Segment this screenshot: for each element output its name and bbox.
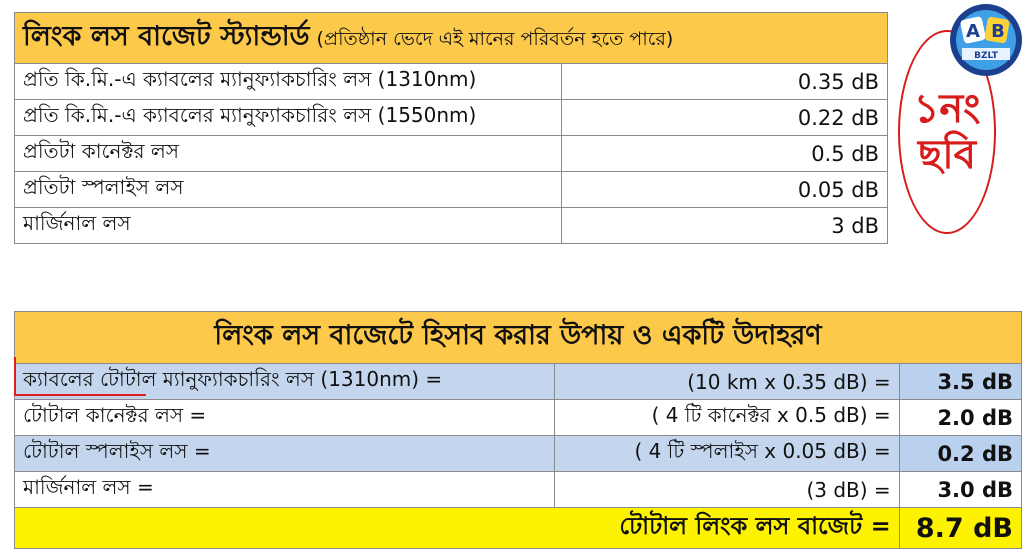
total-label: টোটাল লিংক লস বাজেট = (15, 508, 900, 549)
stamp-line-1: ১নং (913, 86, 981, 132)
total-value: 8.7 dB (899, 508, 1021, 549)
logo-letter-b: B (991, 21, 1005, 42)
standard-row (15, 208, 888, 244)
standard-row (15, 64, 888, 100)
standard-row-label: প্রতি কি.মি.-এ ক্যাবলের ম্যানুফ্যাকচারিং লস (1550nm) (15, 100, 562, 136)
example-row-calc: (3 dB) = (554, 472, 899, 508)
standard-row (15, 100, 888, 136)
standard-row-value: 0.35 dB (561, 64, 887, 100)
example-row-label: মার্জিনাল লস = (15, 472, 555, 508)
example-row (15, 436, 1022, 472)
standard-row (15, 172, 888, 208)
example-row (15, 400, 1022, 436)
total-row (15, 508, 1022, 549)
standard-row-label: প্রতি কি.মি.-এ ক্যাবলের ম্যানুফ্যাকচারিং লস (1310nm) (15, 64, 562, 100)
loss-standard-table (14, 12, 888, 244)
standard-title-main: লিংক লস বাজেট স্ট্যান্ডার্ড (23, 20, 310, 52)
standard-table-title (15, 13, 888, 64)
logo-subtext: BZLT (974, 51, 998, 61)
standard-row-value: 0.05 dB (561, 172, 887, 208)
red-annotation-mark (14, 357, 16, 395)
standard-row-value: 0.5 dB (561, 136, 887, 172)
standard-row-label: মার্জিনাল লস (15, 208, 562, 244)
logo-letter-a: A (966, 21, 980, 42)
standard-title-note: (প্রতিষ্ঠান ভেদে এই মানের পরিবর্তন হতে পারে) (316, 27, 674, 50)
standard-row-value: 0.22 dB (561, 100, 887, 136)
example-row-result: 3.0 dB (899, 472, 1021, 508)
standard-row-value: 3 dB (561, 208, 887, 244)
example-row-calc: ( 4 টি কানেক্টর x 0.5 dB) = (554, 400, 899, 436)
budget-example-table (14, 311, 1022, 549)
standard-row-label: প্রতিটা স্পলাইস লস (15, 172, 562, 208)
example-row-result: 2.0 dB (899, 400, 1021, 436)
example-row-calc: ( 4 টি স্পলাইস x 0.05 dB) = (554, 436, 899, 472)
example-row-label: ক্যাবলের টোটাল ম্যানুফ্যাকচারিং লস (1310nm) = (15, 364, 555, 400)
example-row (15, 472, 1022, 508)
example-row-label: টোটাল কানেক্টর লস = (15, 400, 555, 436)
example-table-title: লিংক লস বাজেটে হিসাব করার উপায় ও একটি উদাহরণ (15, 312, 1022, 364)
red-underline-mark (14, 394, 146, 396)
ab-logo-icon (948, 2, 1024, 78)
example-row (15, 364, 1022, 400)
example-row-result: 3.5 dB (899, 364, 1021, 400)
example-row-result: 0.2 dB (899, 436, 1021, 472)
example-row-label: টোটাল স্পলাইস লস = (15, 436, 555, 472)
stamp-line-2: ছবি (918, 132, 976, 178)
example-row-calc: (10 km x 0.35 dB) = (554, 364, 899, 400)
standard-row (15, 136, 888, 172)
standard-row-label: প্রতিটা কানেক্টর লস (15, 136, 562, 172)
